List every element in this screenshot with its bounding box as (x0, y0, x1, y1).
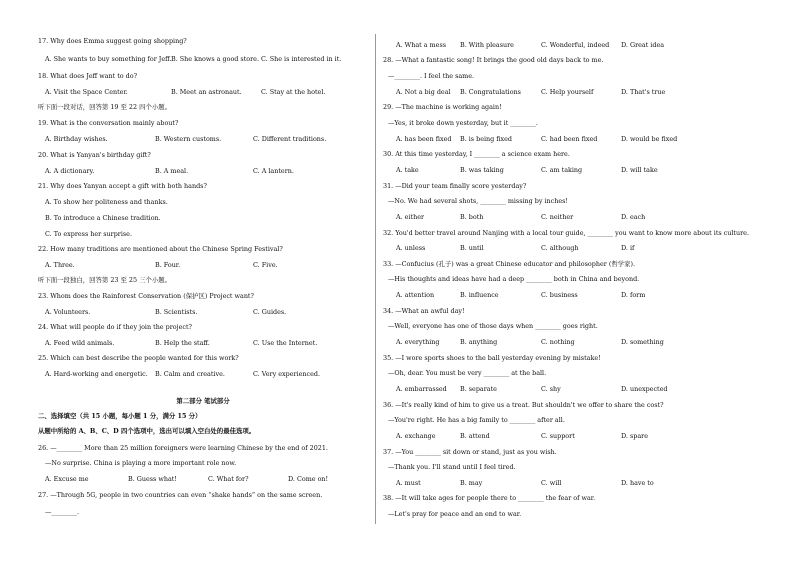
option-b: B. With pleasure (460, 41, 514, 49)
option-b: B. is being fixed (460, 135, 513, 143)
question-stem: 24. What will people do if they join the project? (38, 323, 192, 331)
question-stem: 22. How many traditions are mentioned about the Chinese Spring Festival? (38, 245, 283, 253)
option-c: C. shy (541, 385, 561, 393)
option-c: C. To express her surprise. (45, 230, 132, 238)
option-a: A. To show her politeness and thanks. (45, 198, 168, 206)
question-line: —You're right. He has a big family to ________ after all. (388, 416, 565, 424)
option-c: C. Very experienced. (253, 370, 320, 378)
option-a: A. must (396, 479, 421, 487)
option-b: B. was taking (460, 166, 504, 174)
option-a: A. unless (396, 244, 426, 252)
question-stem: 21. Why does Yanyan accept a gift with both hands? (38, 182, 207, 190)
section-instruction: 从题中所给的 A、B、C、D 四个选项中，选出可以填入空白处的最佳选项。 (38, 427, 256, 435)
question-line: —Yes, it broke down yesterday, but it ________. (388, 119, 538, 127)
column-divider (375, 34, 376, 524)
option-c: C. Wonderful, indeed (541, 41, 610, 49)
option-b: B. To introduce a Chinese tradition. (45, 214, 161, 222)
option-d: D. unexpected (621, 385, 668, 393)
option-c: C. had been fixed (541, 135, 598, 143)
question-stem: 34. —What an awful day! (383, 307, 465, 315)
option-d: D. something (621, 338, 664, 346)
question-stem: 37. —You ________ sit down or stand, just as you wish. (383, 448, 557, 456)
option-b: B. Guess what! (128, 475, 177, 483)
option-b: B. Four. (155, 261, 181, 269)
option-a: A. Three. (45, 261, 75, 269)
option-a: A. exchange (396, 432, 436, 440)
option-c: C. am taking (541, 166, 583, 174)
option-d: D. have to (621, 479, 654, 487)
question-stem: 18. What does Jeff want to do? (38, 72, 138, 80)
question-line: —No. We had several shots, ________ missing by inches! (388, 197, 568, 205)
option-d: D. That's true (621, 88, 666, 96)
option-a: A. Visit the Space Center. (45, 88, 128, 96)
option-c: C. nothing (541, 338, 575, 346)
option-c: C. Different traditions. (253, 135, 327, 143)
option-c: C. What for? (208, 475, 249, 483)
option-c: C. although (541, 244, 579, 252)
option-b: B. Congratulations (460, 88, 521, 96)
question-line: —No surprise. China is playing a more important role now. (45, 459, 237, 467)
question-line: —Thank you. I'll stand until I feel tired. (388, 463, 516, 471)
option-a: A. She wants to buy something for Jeff. (45, 55, 172, 63)
option-d: D. spare (621, 432, 648, 440)
option-c: C. Stay at the hotel. (261, 88, 326, 96)
question-stem: 32. You'd better travel around Nanjing with a local tour guide, ________ you want to know more about its culture. (383, 229, 749, 237)
question-line: —Let's pray for peace and an end to war. (388, 510, 522, 518)
option-d: D. Great idea (621, 41, 665, 49)
option-d: D. will take (621, 166, 658, 174)
question-line: —His thoughts and ideas have had a deep ________ both in China and beyond. (388, 275, 640, 283)
option-c: C. will (541, 479, 562, 487)
question-stem: 19. What is the conversation mainly about? (38, 119, 179, 127)
option-b: B. Western customs. (155, 135, 222, 143)
question-stem: 38. —It will take ages for people there to ________ the fear of war. (383, 494, 596, 502)
question-stem: 26. —________ More than 25 million foreigners were learning Chinese by the end of 2021. (38, 444, 328, 452)
section-heading: 二、选择填空（共 15 小题，每小题 1 分，满分 15 分） (38, 412, 202, 420)
option-d: D. form (621, 291, 646, 299)
option-b: B. Calm and creative. (155, 370, 225, 378)
option-a: A. either (396, 213, 425, 221)
question-line: —Well, everyone has one of those days when ________ goes right. (388, 322, 598, 330)
option-a: A. take (396, 166, 419, 174)
option-c: C. She is interested in it. (261, 55, 342, 63)
question-line: —________. (45, 508, 79, 516)
question-line: —Oh, dear. You must be very ________ at the ball. (388, 369, 547, 377)
option-a: A. has been fixed (396, 135, 452, 143)
option-a: A. Feed wild animals. (45, 339, 115, 347)
option-b: B. influence (460, 291, 499, 299)
option-a: A. embarrassed (396, 385, 447, 393)
option-b: B. separate (460, 385, 497, 393)
question-line: —________. I feel the same. (388, 72, 475, 80)
option-c: C. Use the Internet. (253, 339, 318, 347)
option-a: A. attention (396, 291, 435, 299)
option-a: A. A dictionary. (45, 167, 95, 175)
option-d: D. each (621, 213, 646, 221)
option-d: D. if (621, 244, 635, 252)
question-stem: 25. Which can best describe the people wanted for this work? (38, 354, 239, 362)
option-b: B. Meet an astronaut. (171, 88, 242, 96)
question-stem: 28. —What a fantastic song! It brings the good old days back to me. (383, 56, 604, 64)
option-d: D. Come on! (288, 475, 329, 483)
listening-instruction: 听下面一段独白，回答第 23 至 25 三个小题。 (38, 276, 172, 284)
question-stem: 30. At this time yesterday, I ________ a science exam here. (383, 150, 570, 158)
question-stem: 23. Whom does the Rainforest Conservation (保护区) Project want? (38, 292, 254, 300)
option-c: C. support (541, 432, 575, 440)
listening-instruction: 听下面一段对话，回答第 19 至 22 四个小题。 (38, 103, 172, 111)
question-stem: 36. —It's really kind of him to give us a treat. But shouldn't we offer to share the cost? (383, 401, 664, 409)
option-a: A. Not a big deal (396, 88, 451, 96)
question-stem: 17. Why does Emma suggest going shopping? (38, 37, 187, 45)
option-b: B. She knows a good store. (171, 55, 259, 63)
question-stem: 35. —I wore sports shoes to the ball yesterday evening by mistake! (383, 354, 601, 362)
question-stem: 33. —Confucius (孔子) was a great Chinese educator and philosopher (哲学家). (383, 260, 636, 268)
option-b: B. anything (460, 338, 498, 346)
option-b: B. until (460, 244, 484, 252)
option-a: A. Excuse me (45, 475, 89, 483)
option-a: A. everything (396, 338, 440, 346)
option-c: C. Guides. (253, 308, 287, 316)
option-b: B. Help the staff. (155, 339, 210, 347)
option-b: B. Scientists. (155, 308, 198, 316)
option-d: D. would be fixed (621, 135, 678, 143)
option-b: B. may (460, 479, 483, 487)
question-stem: 31. —Did your team finally score yesterday? (383, 182, 527, 190)
option-c: C. neither (541, 213, 574, 221)
option-b: B. attend (460, 432, 490, 440)
question-stem: 20. What is Yanyan's birthday gift? (38, 151, 151, 159)
option-a: A. Birthday wishes. (45, 135, 108, 143)
option-c: C. Five. (253, 261, 278, 269)
option-c: C. A lantern. (253, 167, 294, 175)
option-c: C. Help yourself (541, 88, 594, 96)
part-heading: 第二部分 笔试部分 (176, 397, 230, 405)
option-a: A. What a mess (396, 41, 447, 49)
question-stem: 27. —Through 5G, people in two countries can even “shake hands” on the same screen. (38, 491, 323, 499)
question-stem: 29. —The machine is working again! (383, 103, 502, 111)
option-b: B. both (460, 213, 484, 221)
option-c: C. business (541, 291, 578, 299)
option-a: A. Hard-working and energetic. (45, 370, 148, 378)
option-b: B. A meal. (155, 167, 189, 175)
option-a: A. Volunteers. (45, 308, 91, 316)
